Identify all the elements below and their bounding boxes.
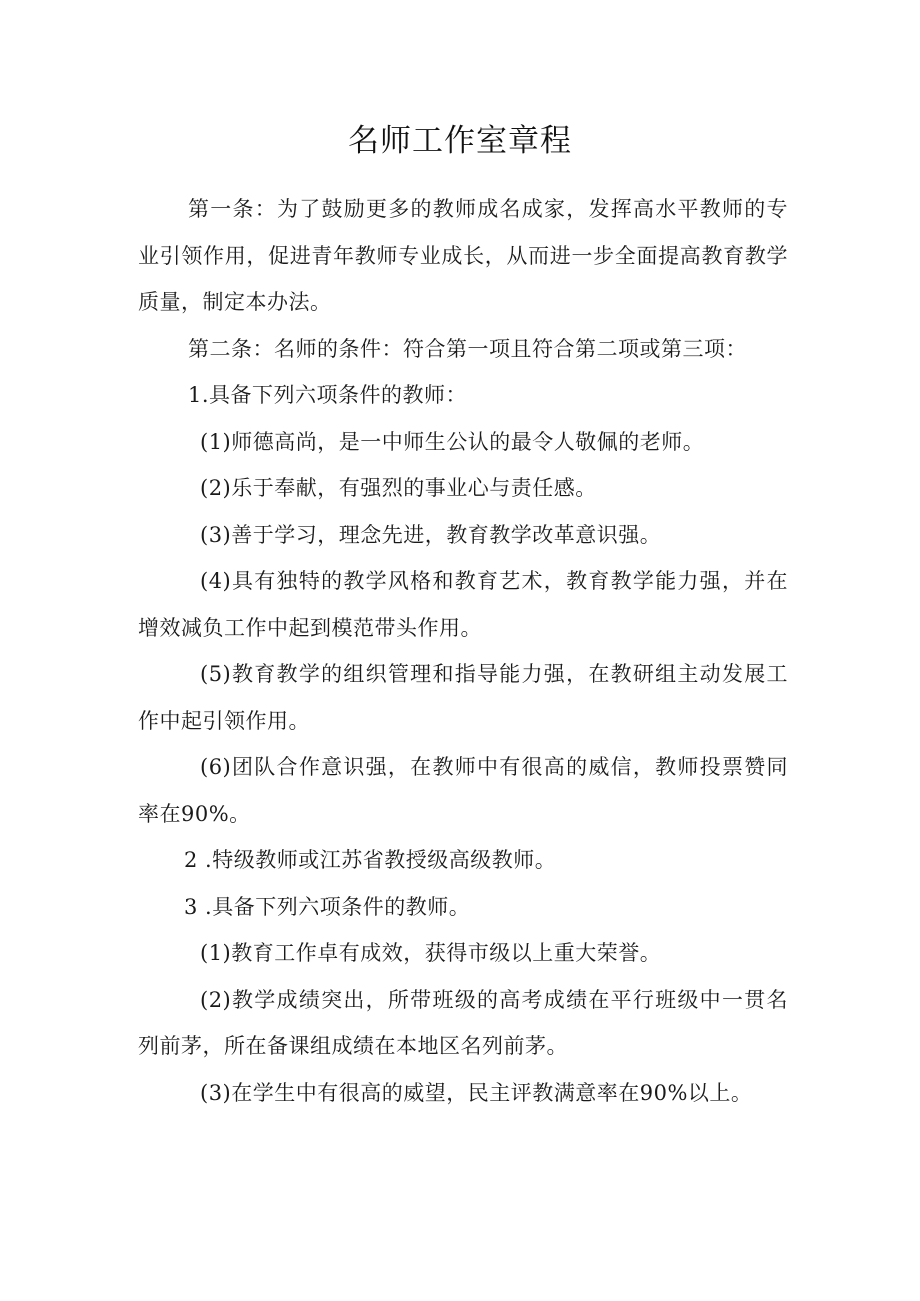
page-title: 名师工作室章程 <box>348 123 572 159</box>
paragraph-item-1-3: (3)善于学习，理念先进，教育教学改革意识强。 <box>200 522 662 547</box>
paragraph-item-1: 1.具备下列六项条件的教师： <box>188 383 468 407</box>
paragraph-item-1-2: (2)乐于奉献，有强烈的事业心与责任感。 <box>200 476 597 500</box>
paragraph-item-3-3: (3)在学生中有很高的威望，民主评教满意率在90%以上。 <box>200 1080 753 1105</box>
paragraph-item-1-1: (1)师德高尚，是一中师生公认的最令人敬佩的老师。 <box>200 429 705 454</box>
paragraph-article-2: 第二条：名师的条件：符合第一项且符合第二项或第三项： <box>188 336 747 361</box>
paragraph-item-2: 2 .特级教师或江苏省教授级高级教师。 <box>184 848 557 872</box>
paragraph-item-3-2: (2)教学成绩突出，所带班级的高考成绩在平行班级中一贯名列前茅，所在备课组成绩在本地区名列前茅。 <box>138 987 788 1058</box>
paragraph-item-1-5: (5)教育教学的组织管理和指导能力强，在教研组主动发展工作中起引领作用。 <box>138 662 788 733</box>
paragraph-article-1: 第一条：为了鼓励更多的教师成名成家，发挥高水平教师的专业引领作用，促进青年教师专业成长，从而进一步全面提高教育教学质量，制定本办法。 <box>138 197 788 314</box>
paragraph-item-1-4: (4)具有独特的教学风格和教育艺术，教育教学能力强，并在增效减负工作中起到模范带头作用。 <box>138 569 788 640</box>
paragraph-item-3: 3 .具备下列六项条件的教师。 <box>184 894 471 919</box>
document-body <box>138 186 788 1116</box>
paragraph-item-1-6: (6)团队合作意识强，在教师中有很高的威信，教师投票赞同率在90%。 <box>138 755 788 826</box>
paragraph-item-3-1: (1)教育工作卓有成效，获得市级以上重大荣誉。 <box>200 941 662 965</box>
